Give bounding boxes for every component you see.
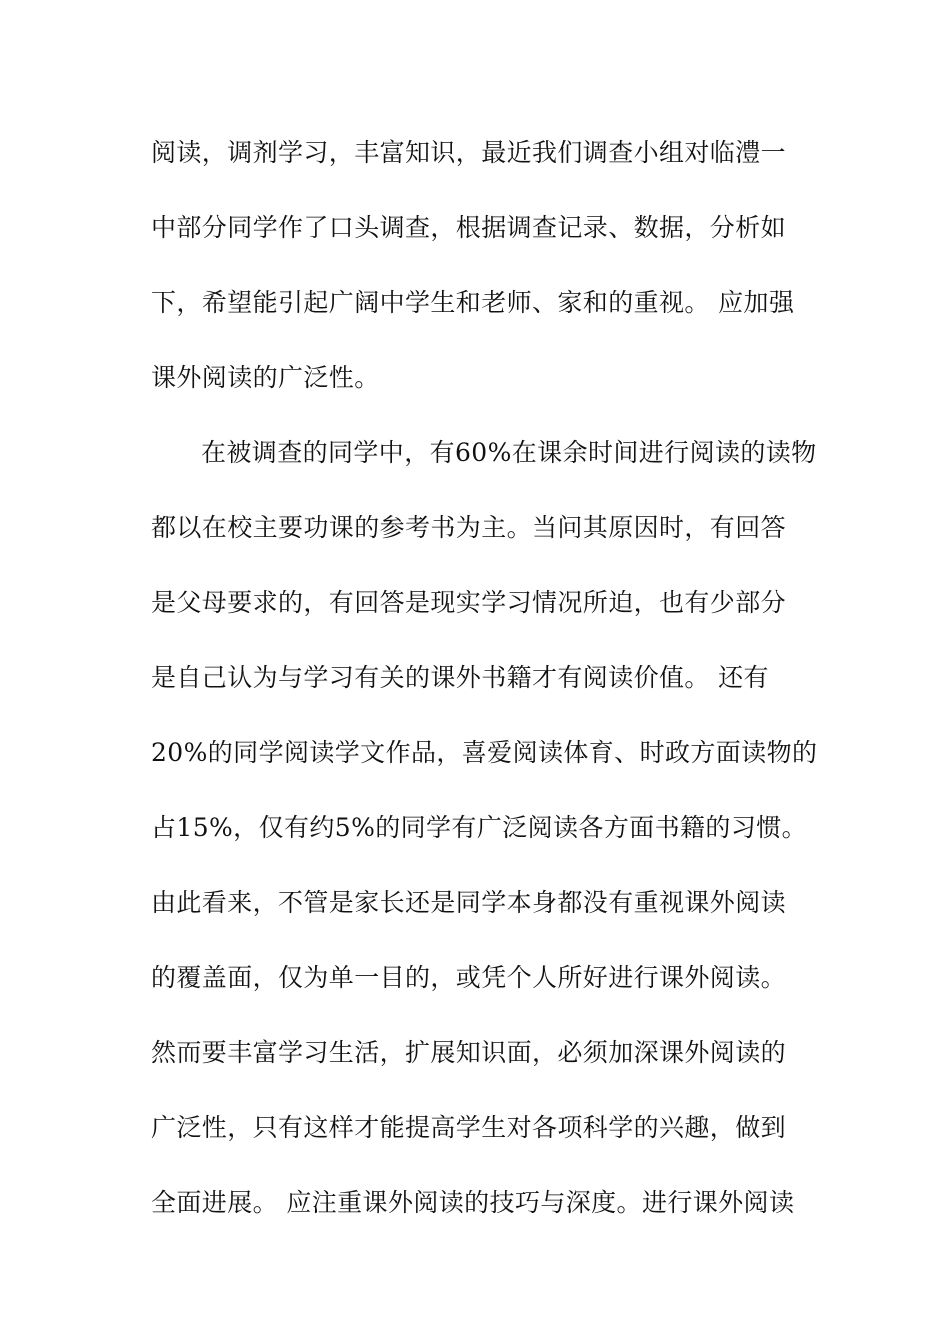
text-line-11: 由此看来，不管是家长还是同学本身都没有重视课外阅读 — [151, 888, 787, 917]
text-line-10: 占15%，仅有约5%的同学有广泛阅读各方面书籍的习惯。 — [151, 813, 808, 842]
text-line-7: 是父母要求的，有回答是现实学习情况所迫，也有少部分 — [151, 588, 787, 617]
text-line-1: 阅读，调剂学习，丰富知识，最近我们调查小组对临澧一 — [151, 138, 787, 167]
text-line-4: 课外阅读的广泛性。 — [151, 363, 380, 392]
text-line-14: 广泛性，只有这样才能提高学生对各项科学的兴趣，做到 — [151, 1113, 787, 1142]
text-line-13: 然而要丰富学习生活，扩展知识面，必须加深课外阅读的 — [151, 1038, 787, 1067]
text-line-6: 都以在校主要功课的参考书为主。当问其原因时，有回答 — [151, 513, 787, 542]
text-line-15: 全面进展。 应注重课外阅读的技巧与深度。进行课外阅读 — [151, 1188, 795, 1217]
paragraph-2-first-line: 在被调查的同学中，有60%在课余时间进行阅读的读物 — [201, 438, 817, 467]
text-line-8: 是自己认为与学习有关的课外书籍才有阅读价值。 还有 — [151, 663, 769, 692]
text-line-3: 下，希望能引起广阔中学生和老师、家和的重视。 应加强 — [151, 288, 795, 317]
text-line-9: 20%的同学阅读学文作品，喜爱阅读体育、时政方面读物的 — [151, 738, 818, 767]
text-line-2: 中部分同学作了口头调查，根据调查记录、数据，分析如 — [151, 213, 787, 242]
text-line-12: 的覆盖面，仅为单一目的，或凭个人所好进行课外阅读。 — [151, 963, 787, 992]
